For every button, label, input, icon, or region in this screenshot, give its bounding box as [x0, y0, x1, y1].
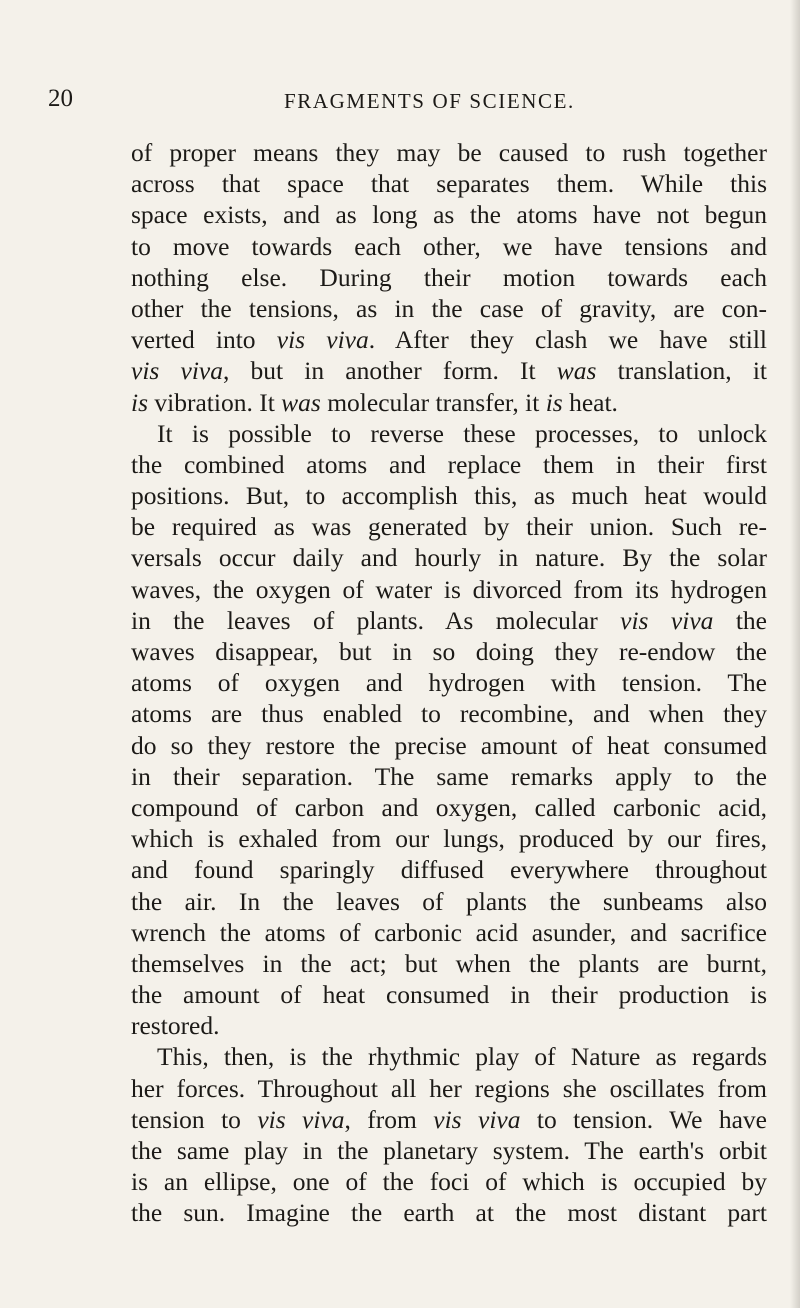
text-segment: across that space that separates them. While this [131, 169, 767, 199]
text-segment: translation, it [596, 356, 767, 386]
text-segment: molecular transfer, it [320, 387, 546, 417]
text-segment: and found sparingly diffused everywhere throughout [131, 855, 767, 885]
text-segment: in their separation. The same remarks apply to the [131, 761, 767, 791]
text-segment: space exists, and as long as the atoms have not begun [131, 200, 767, 230]
text-line [131, 792, 767, 823]
text-segment: . After they clash we have still [368, 325, 767, 355]
text-segment: other the tensions, as in the case of gravity, are con- [131, 293, 767, 323]
text-segment: nothing else. During their motion towards each [131, 262, 767, 292]
italic-term: vis viva [433, 1104, 521, 1134]
text-segment: the combined atoms and replace them in their first [131, 449, 767, 479]
text-line [131, 355, 767, 386]
text-line [131, 324, 767, 355]
text-line [131, 823, 767, 854]
text-segment: her forces. Throughout all her regions she oscillates from [131, 1073, 767, 1103]
text-segment: wrench the atoms of carbonic acid asunder, and sacrifice [131, 917, 767, 947]
text-line [131, 293, 767, 324]
text-line [131, 168, 767, 199]
text-line [131, 1166, 767, 1197]
italic-term: was [556, 356, 597, 386]
italic-term: vis viva [620, 605, 714, 635]
text-segment: in the leaves of plants. As molecular [131, 605, 621, 635]
text-line [131, 1073, 767, 1104]
text-segment: heat. [562, 387, 618, 417]
text-segment: of proper means they may be caused to rush together [131, 138, 767, 167]
text-line [131, 667, 767, 698]
text-line [131, 886, 767, 917]
text-segment: versals occur daily and hourly in nature. By the solar [131, 543, 767, 573]
page-number: 20 [48, 85, 73, 112]
text-line [131, 574, 767, 605]
text-line [131, 262, 767, 293]
italic-term: is [131, 387, 149, 417]
text-segment: This, then, is the rhythmic play of Nature as regards [157, 1042, 767, 1072]
text-segment: the air. In the leaves of plants the sunbeams also [131, 886, 767, 916]
text-segment: restored. [131, 1011, 220, 1041]
text-line [131, 1197, 767, 1228]
text-line [131, 605, 767, 636]
text-segment: be required as was generated by their union. Such re- [131, 512, 767, 542]
text-segment: the amount of heat consumed in their production is [131, 980, 767, 1010]
text-line [131, 418, 767, 449]
text-line [131, 137, 767, 168]
text-line [131, 231, 767, 262]
italic-term: vis viva [131, 356, 223, 386]
text-line [131, 1010, 767, 1041]
text-segment: do so they restore the precise amount of heat consumed [131, 730, 767, 760]
text-segment: compound of carbon and oxygen, called carbonic acid, [131, 792, 767, 822]
text-segment: the same play in the planetary system. The earth's orbit [131, 1136, 767, 1165]
text-segment: verted into [131, 325, 277, 355]
text-line [131, 698, 767, 729]
text-line [131, 854, 767, 885]
text-segment: tension to [131, 1104, 258, 1134]
text-segment: It is possible to reverse these processes, to unlock [157, 418, 767, 448]
text-segment: the [713, 605, 767, 635]
text-line [131, 636, 767, 667]
text-segment: atoms of oxygen and hydrogen with tension. The [131, 668, 767, 698]
italic-term: is [545, 387, 563, 417]
text-line [131, 730, 767, 761]
text-segment: to move towards each other, we have tensions and [131, 231, 767, 261]
text-segment: atoms are thus enabled to recombine, and when they [131, 699, 767, 729]
text-segment: waves disappear, but in so doing they re-endow the [131, 637, 767, 666]
italic-term: vis viva [276, 325, 369, 355]
text-line [131, 1104, 767, 1135]
text-segment: vibration. It [148, 387, 282, 417]
body-text [131, 137, 767, 1229]
text-segment: , from [344, 1104, 434, 1134]
running-head: FRAGMENTS OF SCIENCE. [284, 89, 575, 113]
text-line [131, 511, 767, 542]
text-line [131, 948, 767, 979]
text-line [131, 761, 767, 792]
text-segment: themselves in the act; but when the plants are burnt, [131, 948, 767, 978]
text-segment: , but in another form. It [222, 356, 557, 386]
text-segment: to tension. We have [520, 1104, 767, 1134]
text-line [131, 480, 767, 511]
text-line [131, 542, 767, 573]
italic-term: was [281, 387, 321, 417]
text-segment: positions. But, to accomplish this, as much heat would [131, 481, 767, 511]
page-edge-shadow [790, 0, 800, 1308]
text-segment: the sun. Imagine the earth at the most distant part [131, 1198, 767, 1228]
text-line [131, 1041, 767, 1072]
text-segment: waves, the oxygen of water is divorced from its hydrogen [131, 574, 767, 604]
text-line [131, 917, 767, 948]
text-line [131, 199, 767, 230]
italic-term: vis viva [257, 1104, 345, 1134]
text-segment: which is exhaled from our lungs, produced by our fires, [131, 824, 767, 854]
text-line [131, 387, 767, 418]
text-line [131, 979, 767, 1010]
text-line [131, 1135, 767, 1166]
text-line [131, 449, 767, 480]
text-segment: is an ellipse, one of the foci of which is occupied by [131, 1167, 767, 1197]
